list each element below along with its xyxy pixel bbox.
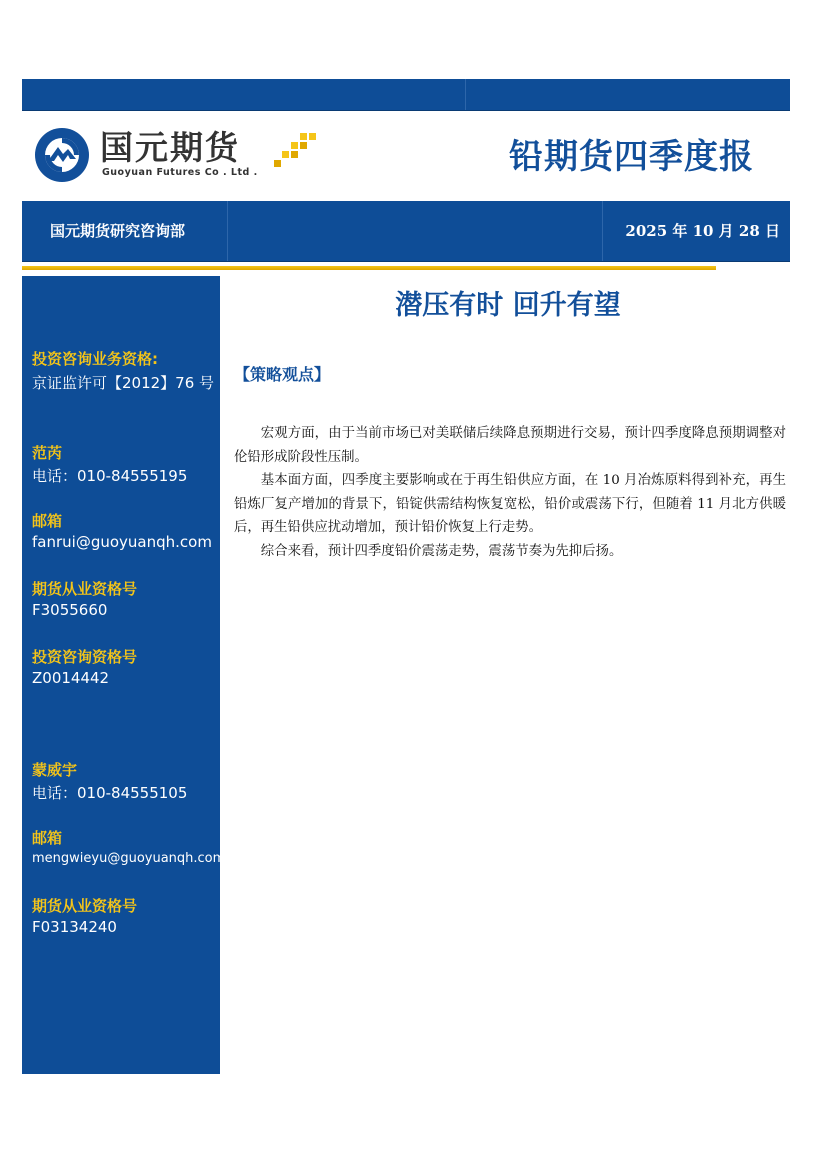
email-label: 邮箱 [32,512,63,530]
bar-divider [602,201,603,261]
main-title: 潜压有时 回升有望 [395,290,621,321]
consult-license-id: Z0014442 [32,669,110,687]
paragraph: 宏观方面，由于当前市场已对美联储后续降息预期进行交易，预计四季度降息预期调整对伦铅形成阶段性压制。 [234,426,786,465]
futures-license-label: 期货从业资格号 [32,897,138,915]
info-bar [22,201,790,262]
paragraph: 基本面方面，四季度主要影响或在于再生铅供应方面，在 10 月冶炼原料得到补充，再生铅炼厂复产增加的背景下，铅锭供需结构恢复宽松，铅价或震荡下行，但随着 11 月北方供暖后，再生铅供应扰动增加，预计铅价恢复上行走势。 [234,473,786,535]
department-name: 国元期货研究咨询部 [50,222,186,240]
guoyuan-logo-icon [34,127,90,183]
futures-license-id: F03134240 [32,918,117,936]
paragraph: 综合来看，预计四季度铅价震荡走势，震荡节奏为先抑后扬。 [260,543,623,559]
top-decorative-bar [22,79,790,111]
analyst-phone: 电话：010-84555195 [32,467,188,485]
analyst-name: 蒙威宇 [32,761,78,779]
gold-divider-line [22,266,716,270]
analyst-phone: 电话：010-84555105 [32,784,188,802]
logo-gold-squares-icon [274,133,320,169]
logo-chinese-text: 国元期货 [100,128,240,167]
report-header [22,111,790,201]
logo-english-text: Guoyuan Futures Co . Ltd . [102,167,258,178]
analyst-name: 范芮 [32,444,63,462]
futures-license-label: 期货从业资格号 [32,580,138,598]
section-title: 【策略观点】 [234,365,331,384]
qualification-label: 投资咨询业务资格: [32,350,158,368]
analyst-email: fanrui@guoyuanqh.com [32,533,212,551]
bar-divider [227,201,228,261]
report-date: 2025 年 10 月 28 日 [625,222,780,240]
consult-license-label: 投资咨询资格号 [32,648,138,666]
bar-divider [465,79,466,110]
qualification-value: 京证监许可【2012】76 号 [32,374,215,392]
body-text [234,422,786,563]
analyst-sidebar [22,276,226,1074]
email-label: 邮箱 [32,829,63,847]
futures-license-id: F3055660 [32,601,108,619]
analyst-email: mengwieyu@guoyuanqh.com [32,851,226,866]
report-title: 铅期货四季度报 [509,137,754,177]
